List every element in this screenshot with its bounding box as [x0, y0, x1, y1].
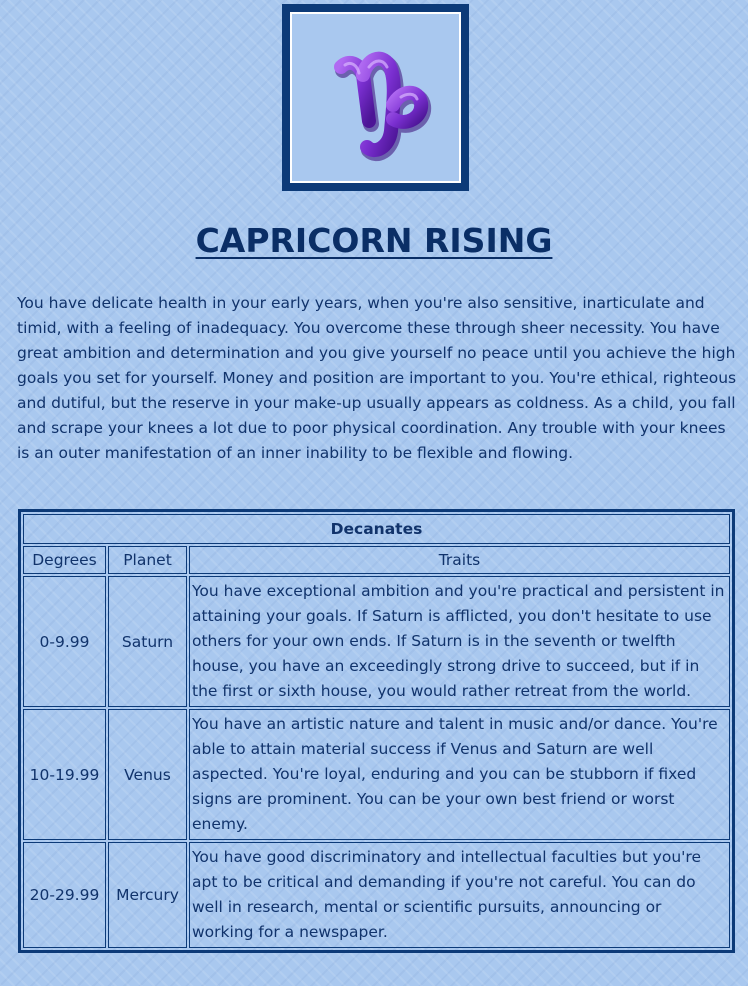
capricorn-symbol-icon — [301, 23, 451, 173]
table-row — [23, 842, 730, 948]
planet-cell: Venus — [108, 709, 187, 840]
traits-cell: You have an artistic nature and talent in music and/or dance. You're able to attain material success if Venus and Saturn are well aspected. You're loyal, enduring and you can be stubborn if fixed signs are prominent. You can be your own best friend or worst enemy. — [189, 709, 730, 840]
table-row — [23, 576, 730, 707]
capricorn-logo — [290, 12, 461, 183]
traits-cell: You have good discriminatory and intellectual faculties but you're apt to be critical and demanding if you're not careful. You can do well in research, mental or scientific pursuits, announcing or working for a newspaper. — [189, 842, 730, 948]
degrees-cell: 0-9.99 — [23, 576, 106, 707]
column-header-traits: Traits — [189, 546, 730, 574]
degrees-cell: 20-29.99 — [23, 842, 106, 948]
table-row — [23, 709, 730, 840]
planet-cell: Mercury — [108, 842, 187, 948]
capricorn-logo-frame — [282, 4, 469, 191]
intro-paragraph: You have delicate health in your early years, when you're also sensitive, inarticulate and timid, with a feeling of inadequacy. You overcome these through sheer necessity. You have great ambition and determination and you give yourself no peace until you achieve the high goals you set for yourself. Money and position are important to you. You're ethical, righteous and dutiful, but the reserve in your make-up usually appears as coldness. As a child, you fall and scrape your knees a lot due to poor physical coordination. Any trouble with your knees is an outer manifestation of an inner inability to be flexible and flowing. — [17, 294, 737, 462]
table-caption: Decanates — [23, 514, 730, 544]
decanates-table — [18, 509, 735, 953]
page-title: CAPRICORN RISING — [195, 221, 553, 260]
column-header-degrees: Degrees — [23, 546, 106, 574]
table-caption-row — [23, 514, 730, 544]
degrees-cell: 10-19.99 — [23, 709, 106, 840]
table-header-row — [23, 546, 730, 574]
traits-cell: You have exceptional ambition and you're practical and persistent in attaining your goals. If Saturn is afflicted, you don't hesitate to use others for your own ends. If Saturn is in the seventh or twelfth house, you have an exceedingly strong drive to succeed, but if in the first or sixth house, you would rather retreat from the world. — [189, 576, 730, 707]
column-header-planet: Planet — [108, 546, 187, 574]
planet-cell: Saturn — [108, 576, 187, 707]
